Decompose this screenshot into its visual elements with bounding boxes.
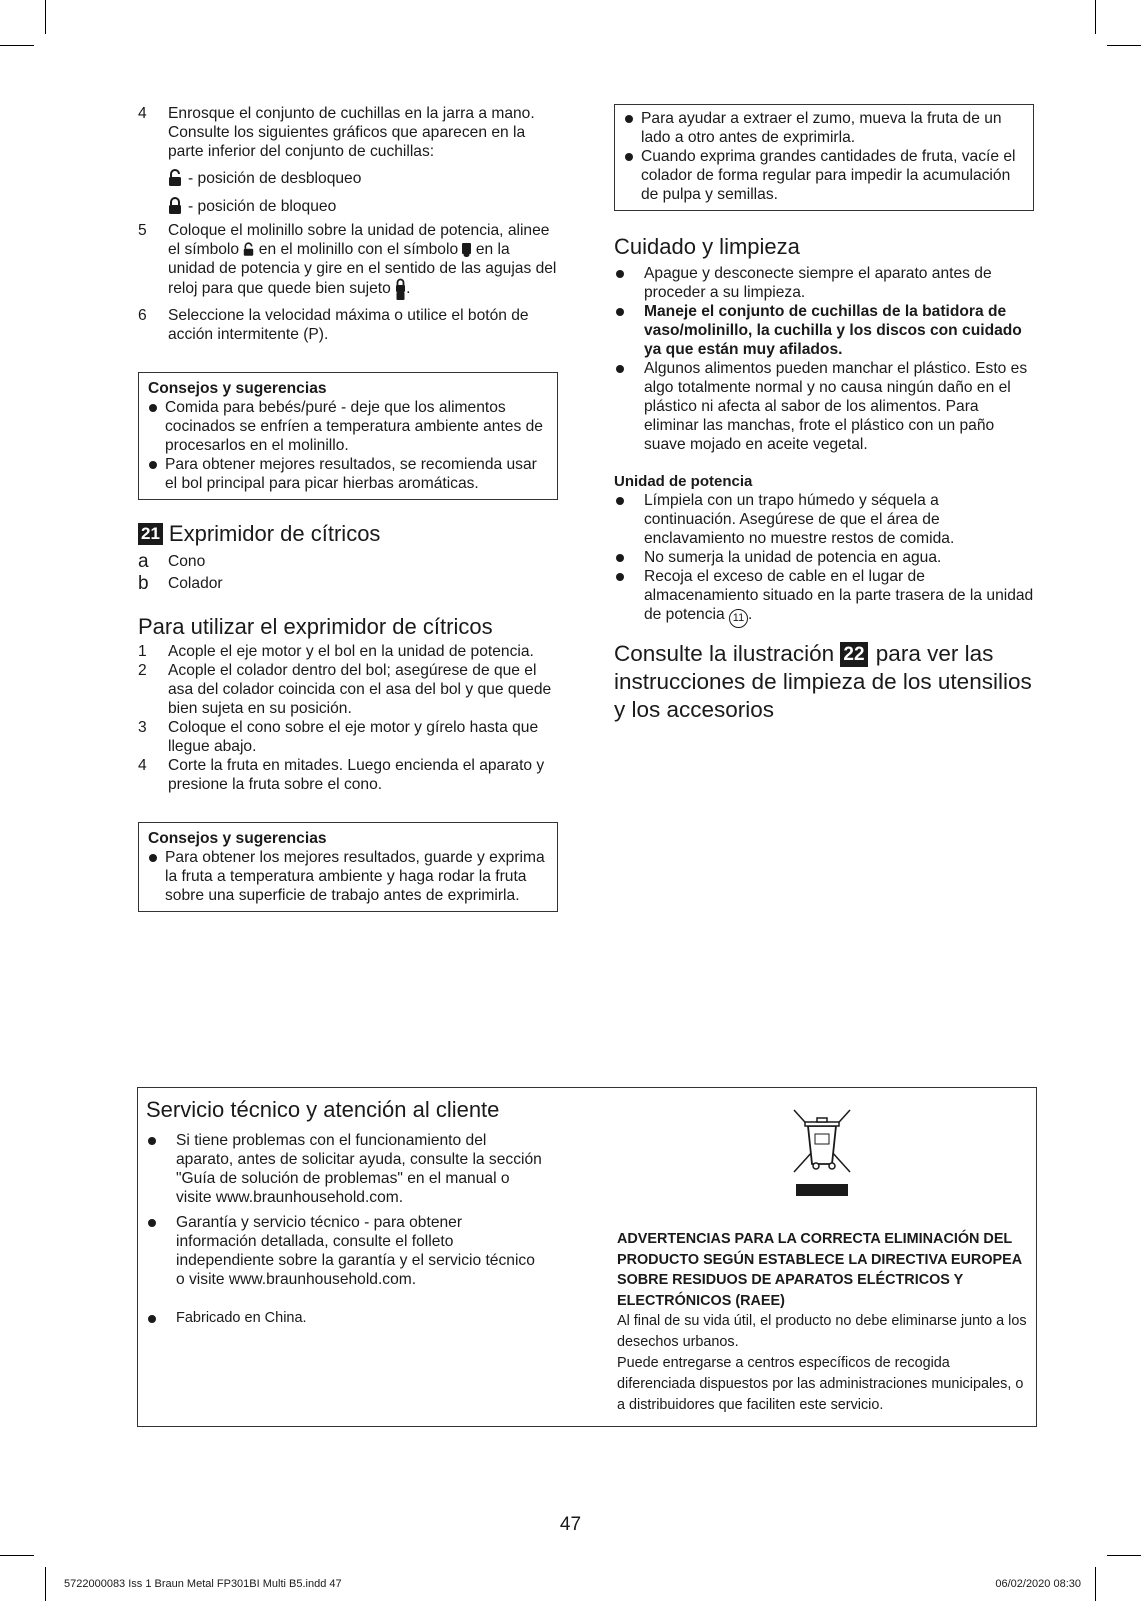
part-letter: a xyxy=(138,551,149,572)
service-item: Si tiene problemas con el funcionamiento del aparato, antes de solicitar ayuda, consulte la sección "Guía de solución de problemas" en el manual o visite www.braunhousehold.com. xyxy=(146,1131,546,1207)
lock-icon xyxy=(395,278,406,300)
tip-item: Comida para bebés/puré - deje que los alimentos cocinados se enfríen a temperatura ambiente antes de procesarlos en el molinillo. xyxy=(148,398,549,455)
weee-section xyxy=(617,1108,1027,1416)
crop-mark xyxy=(1095,0,1096,34)
unlock-icon xyxy=(168,169,182,187)
care-item: Apague y desconecte siempre el aparato antes de proceder a su limpieza. xyxy=(614,264,1034,302)
step-text: Acople el eje motor y el bol en la unidad de potencia. xyxy=(168,643,534,660)
crossed-bin-icon xyxy=(792,1108,852,1205)
power-unit-item-end: . xyxy=(747,606,753,623)
crop-mark xyxy=(1095,1567,1096,1601)
illustration-pre: Consulte la ilustración xyxy=(614,641,835,666)
tips-title: Consejos y sugerencias xyxy=(148,830,327,847)
right-column xyxy=(614,104,1034,724)
weee-text: Puede entregarse a centros específicos de recogida diferenciada dispuestos por las administraciones municipales, o a distribuidores que faciliten este servicio. xyxy=(617,1355,1024,1413)
power-unit-item-text: Recoja el exceso de cable en el lugar de almacenamiento situado en la parte trasera de la unidad de potencia xyxy=(644,568,1034,623)
tips-box xyxy=(614,104,1034,211)
care-heading: Cuidado y limpieza xyxy=(614,234,800,259)
weee-text: Al final de su vida útil, el producto no debe eliminarse junto a los desechos urbanos. xyxy=(617,1313,1027,1350)
footer-file-info: 5722000083 Iss 1 Braun Metal FP301BI Multi B5.indd 47 xyxy=(64,1578,342,1590)
part-item xyxy=(138,551,558,573)
part-label: Cono xyxy=(168,553,206,570)
use-citrus-heading: Para utilizar el exprimidor de cítricos xyxy=(138,614,493,639)
step-number: 4 xyxy=(138,105,147,122)
footer-date: 06/02/2020 08:30 xyxy=(995,1578,1081,1590)
unlock-row xyxy=(138,167,558,189)
step-text: Coloque el cono sobre el eje motor y gírelo hasta que llegue abajo. xyxy=(168,719,539,755)
power-unit-heading: Unidad de potencia xyxy=(614,473,753,490)
step-text: Enrosque el conjunto de cuchillas en la jarra a mano. Consulte los siguientes gráficos que aparecen en la parte inferior del conjunto de cuchillas: xyxy=(168,105,535,160)
step-item xyxy=(138,221,558,300)
service-heading: Servicio técnico y atención al cliente xyxy=(146,1097,500,1122)
step-number: 3 xyxy=(138,719,147,736)
section-badge: 21 xyxy=(138,523,163,545)
step-item xyxy=(138,718,558,756)
step-item xyxy=(138,661,558,718)
crop-mark xyxy=(0,1555,34,1556)
step-item xyxy=(138,756,558,794)
illustration-note xyxy=(614,640,1034,724)
unlock-icon xyxy=(243,242,254,257)
tip-item: Cuando exprima grandes cantidades de fruta, vacíe el colador de forma regular para impedir la acumulación de pulpa y semillas. xyxy=(624,147,1025,204)
part-label: Colador xyxy=(168,575,223,592)
step-text: Acople el colador dentro del bol; asegúrese de que el asa del colador coincida con el asa del bol y que quede bien sujeta en su posición. xyxy=(168,662,552,717)
step-text: en la unidad de potencia y gire en el sentido de las agujas del reloj para que quede bien sujeto xyxy=(168,241,557,298)
lock-label: - posición de bloqueo xyxy=(188,197,337,215)
step-item xyxy=(138,104,558,161)
left-column xyxy=(138,104,558,912)
tips-title: Consejos y sugerencias xyxy=(148,380,327,397)
crop-mark xyxy=(45,0,46,34)
lock-icon xyxy=(168,197,182,215)
part-item xyxy=(138,573,558,595)
power-unit-item xyxy=(614,567,1034,628)
step-item xyxy=(138,642,558,661)
service-box xyxy=(137,1087,1037,1427)
weee-title: ADVERTENCIAS PARA LA CORRECTA ELIMINACIÓN DEL PRODUCTO SEGÚN ESTABLECE LA DIRECTIVA EUROPEA SOBRE RESIDUOS DE APARATOS ELÉCTRICOS Y ELECTRÓNICOS (RAEE) xyxy=(617,1231,1022,1309)
step-item xyxy=(138,306,558,344)
step-number: 2 xyxy=(138,662,147,679)
tip-item: Para obtener los mejores resultados, guarde y exprima la fruta a temperatura ambiente y haga rodar la fruta sobre una superficie de trabajo antes de exprimirla. xyxy=(148,848,549,905)
power-unit-symbol-icon xyxy=(462,243,471,257)
tip-item: Para obtener mejores resultados, se recomienda usar el bol principal para picar hierbas aromáticas. xyxy=(148,455,549,493)
power-unit-item: Límpiela con un trapo húmedo y séquela a continuación. Asegúrese de que el área de enclavamiento no muestre restos de comida. xyxy=(614,491,1034,548)
tip-item: Para ayudar a extraer el zumo, mueva la fruta de un lado a otro antes de exprimirla. xyxy=(624,109,1025,147)
step-text: . xyxy=(406,280,411,298)
step-number: 5 xyxy=(138,222,147,239)
step-text: en el molinillo con el símbolo xyxy=(258,241,459,258)
citrus-title: Exprimidor de cítricos xyxy=(168,521,381,546)
care-item: Algunos alimentos pueden manchar el plástico. Esto es algo totalmente normal y no causa ningún daño en el plástico ni afecta al sabor de los alimentos. Para eliminar las manchas, frote el plástico con un paño suave mojado en aceite vegetal. xyxy=(614,359,1034,454)
step-number: 4 xyxy=(138,757,147,774)
crop-mark xyxy=(1107,1555,1141,1556)
service-item: Garantía y servicio técnico - para obtener información detallada, consulte el folleto independiente sobre la garantía y el servicio técnico o visite www.braunhousehold.com. xyxy=(146,1213,546,1289)
step-number: 6 xyxy=(138,307,147,324)
illustration-post: para ver las instrucciones de limpieza de los utensilios y los accesorios xyxy=(614,641,1032,722)
crop-mark xyxy=(1107,45,1141,46)
step-text: Seleccione la velocidad máxima o utilice el botón de acción intermitente (P). xyxy=(168,307,529,343)
unlock-label: - posición de desbloqueo xyxy=(188,169,362,187)
step-text: Corte la fruta en mitades. Luego encienda el aparato y presione la fruta sobre el cono. xyxy=(168,757,545,793)
service-section xyxy=(146,1096,546,1328)
part-letter: b xyxy=(138,573,149,594)
crop-mark xyxy=(0,45,34,46)
tips-box xyxy=(138,372,558,500)
crop-mark xyxy=(45,1567,46,1601)
care-item-warning: Maneje el conjunto de cuchillas de la batidora de vaso/molinillo, la cuchilla y los discos con cuidado ya que están muy afilados. xyxy=(614,302,1034,359)
page-number: 47 xyxy=(559,1514,582,1535)
part-reference: 11 xyxy=(729,609,748,628)
step-text: Coloque el molinillo sobre la unidad de potencia, alinee el símbolo xyxy=(168,222,550,258)
tips-box xyxy=(138,822,558,912)
service-item: Fabricado en China. xyxy=(146,1309,546,1328)
citrus-heading xyxy=(138,520,558,547)
lock-row xyxy=(138,195,558,217)
illustration-badge: 22 xyxy=(840,642,867,667)
power-unit-item: No sumerja la unidad de potencia en agua. xyxy=(614,548,1034,567)
step-number: 1 xyxy=(138,643,147,660)
